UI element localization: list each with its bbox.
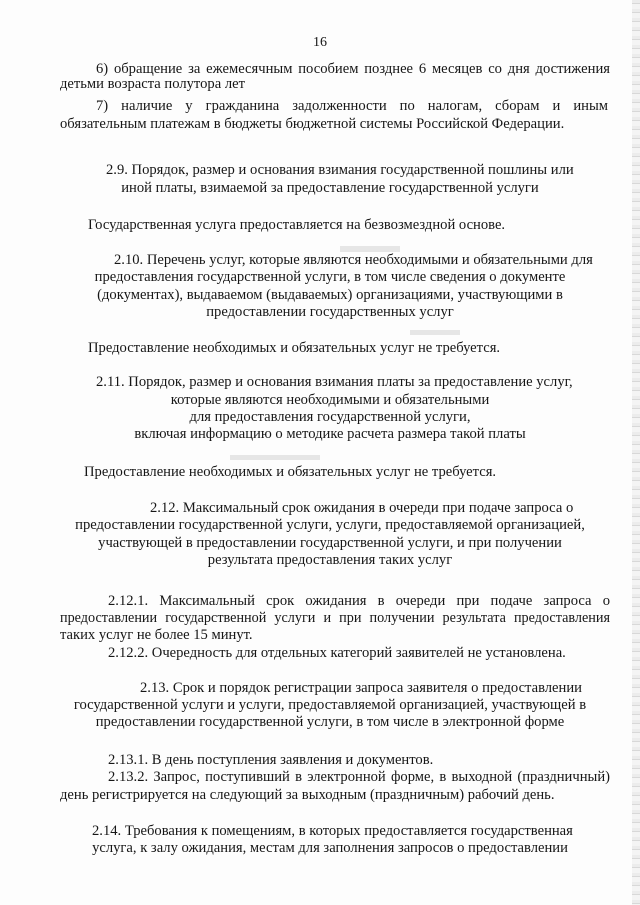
section-heading: предоставлении государственных услуг <box>206 304 454 320</box>
scan-artifact <box>410 330 460 335</box>
text-line: детьми возраста полутора лет <box>60 76 245 92</box>
text-line: 2.12.2. Очередность для отдельных категорий заявителей не установлена. <box>108 645 566 661</box>
section-heading: 2.13. Срок и порядок регистрации запроса заявителя о предоставлении <box>140 680 582 696</box>
section-heading: включая информацию о методике расчета размера такой платы <box>134 426 526 442</box>
text-line: Государственная услуга предоставляется на безвозмездной основе. <box>88 217 506 233</box>
section-heading: иной платы, взимаемой за предоставление государственной услуги <box>121 180 539 196</box>
section-heading: участвующей в предоставлении государственной услуги, и при получении <box>98 535 562 551</box>
text-line: Предоставление необходимых и обязательных услуг не требуется. <box>84 464 497 480</box>
section-heading: предоставлении государственной услуги, в том числе в электронной форме <box>95 714 565 730</box>
text-line: 2.12.1. Максимальный срок ожидания в очереди при подаче запроса о <box>108 593 610 609</box>
text-line: день регистрируется на следующий за выходным (праздничным) рабочий день. <box>60 787 555 803</box>
text-line: обязательным платежам в бюджеты бюджетной системы Российской Федерации. <box>60 116 565 132</box>
section-heading: которые являются необходимыми и обязательными <box>170 392 490 408</box>
text-line: 7) наличие у гражданина задолженности по налогам, сборам и иным <box>96 98 608 114</box>
scan-artifact <box>230 455 320 460</box>
section-heading: 2.12. Максимальный срок ожидания в очереди при подаче запроса о <box>150 500 574 516</box>
scan-artifact <box>340 246 400 252</box>
text-line: предоставлении государственной услуги и при получении результата предоставления <box>60 610 610 626</box>
section-heading: услуга, к залу ожидания, местам для заполнения запросов о предоставлении <box>92 840 568 856</box>
section-heading: 2.9. Порядок, размер и основания взимания государственной пошлины или <box>106 162 574 178</box>
section-heading: 2.14. Требования к помещениям, в которых предоставляется государственная <box>92 823 573 839</box>
section-heading: для предоставления государственной услуги, <box>189 409 471 425</box>
section-heading: государственной услуги и услуги, предоставляемой организацией, участвующей в <box>73 697 587 713</box>
section-heading: 2.10. Перечень услуг, которые являются необходимыми и обязательными для <box>114 252 593 268</box>
text-line: 6) обращение за ежемесячным пособием позднее 6 месяцев со дня достижения <box>96 61 610 77</box>
section-heading: предоставления государственной услуги, в том числе сведения о документе <box>94 269 566 285</box>
text-line: таких услуг не более 15 минут. <box>60 627 253 643</box>
section-heading: 2.11. Порядок, размер и основания взимания платы за предоставление услуг, <box>96 374 573 390</box>
section-heading: результата предоставления таких услуг <box>207 552 453 568</box>
section-heading: предоставлении государственной услуги, услуги, предоставляемой организацией, <box>75 517 585 533</box>
text-line: 2.13.2. Запрос, поступивший в электронной форме, в выходной (праздничный) <box>108 769 610 785</box>
text-line: Предоставление необходимых и обязательных услуг не требуется. <box>88 340 501 356</box>
scan-edge <box>632 0 640 905</box>
page-number: 16 <box>313 35 327 50</box>
section-heading: (документах), выдаваемом (выдаваемых) организациями, участвующими в <box>97 287 563 303</box>
text-line: 2.13.1. В день поступления заявления и документов. <box>108 752 434 768</box>
